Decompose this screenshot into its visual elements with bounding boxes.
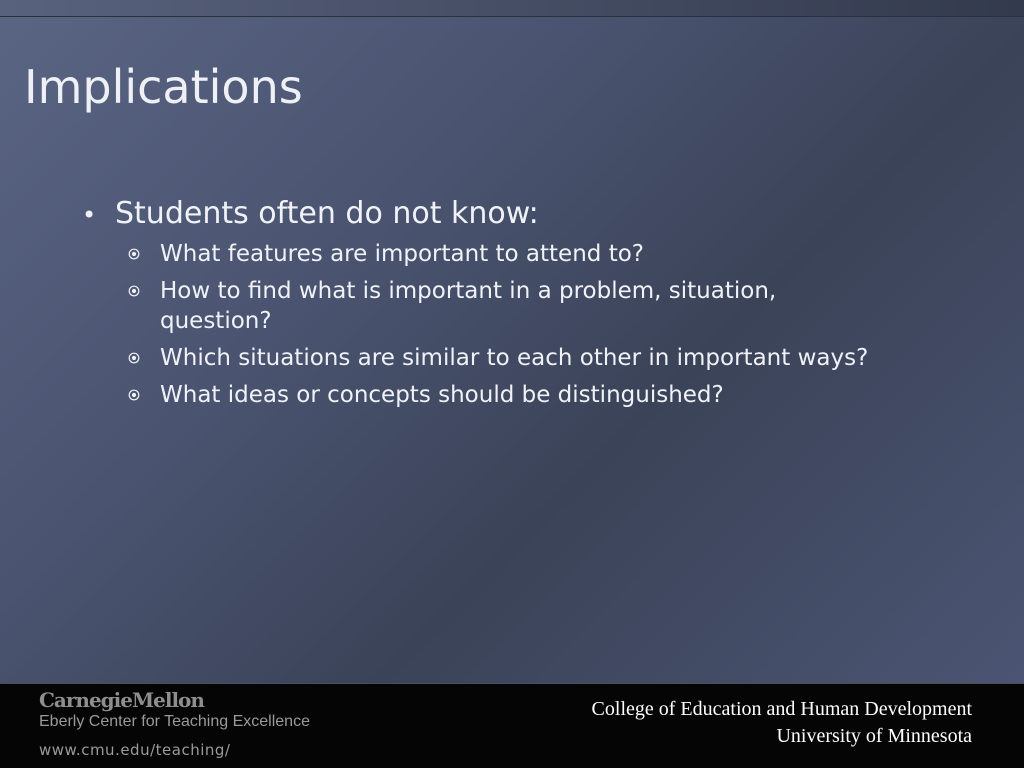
- cmu-url: www.cmu.edu/teaching/: [39, 741, 231, 759]
- circled-dot-icon: [128, 343, 160, 373]
- cmu-center-name: Eberly Center for Teaching Excellence: [39, 713, 310, 730]
- circled-dot-icon: [128, 380, 160, 410]
- slide-title: Implications: [24, 60, 303, 114]
- umn-affiliation: [592, 696, 972, 750]
- slide-top-bar: [0, 0, 1024, 17]
- sub-bullet-item: [128, 380, 982, 410]
- umn-university: University of Minnesota: [776, 725, 972, 747]
- circled-dot-icon: [128, 239, 160, 269]
- bullet-text: Students often do not know:: [115, 196, 539, 231]
- bullet-item: [82, 194, 982, 235]
- circled-dot-icon: [128, 276, 160, 306]
- sub-bullet-text: How to find what is important in a problem, situation, question?: [160, 278, 777, 334]
- sub-bullet-item: [128, 276, 982, 336]
- sub-bullet-text: Which situations are similar to each other in important ways?: [160, 345, 869, 371]
- footer-bar: [0, 683, 1024, 768]
- sub-bullet-item: [128, 343, 982, 373]
- sub-bullet-text: What features are important to attend to?: [160, 241, 644, 267]
- cmu-logo: CarnegieMellon: [39, 688, 204, 712]
- slide-content: [82, 194, 982, 417]
- sub-bullet-list: [82, 239, 982, 410]
- umn-college: College of Education and Human Development: [591, 698, 972, 720]
- sub-bullet-text: What ideas or concepts should be distinguished?: [160, 382, 724, 408]
- sub-bullet-item: [128, 239, 982, 269]
- bullet-dot-icon: •: [82, 201, 97, 229]
